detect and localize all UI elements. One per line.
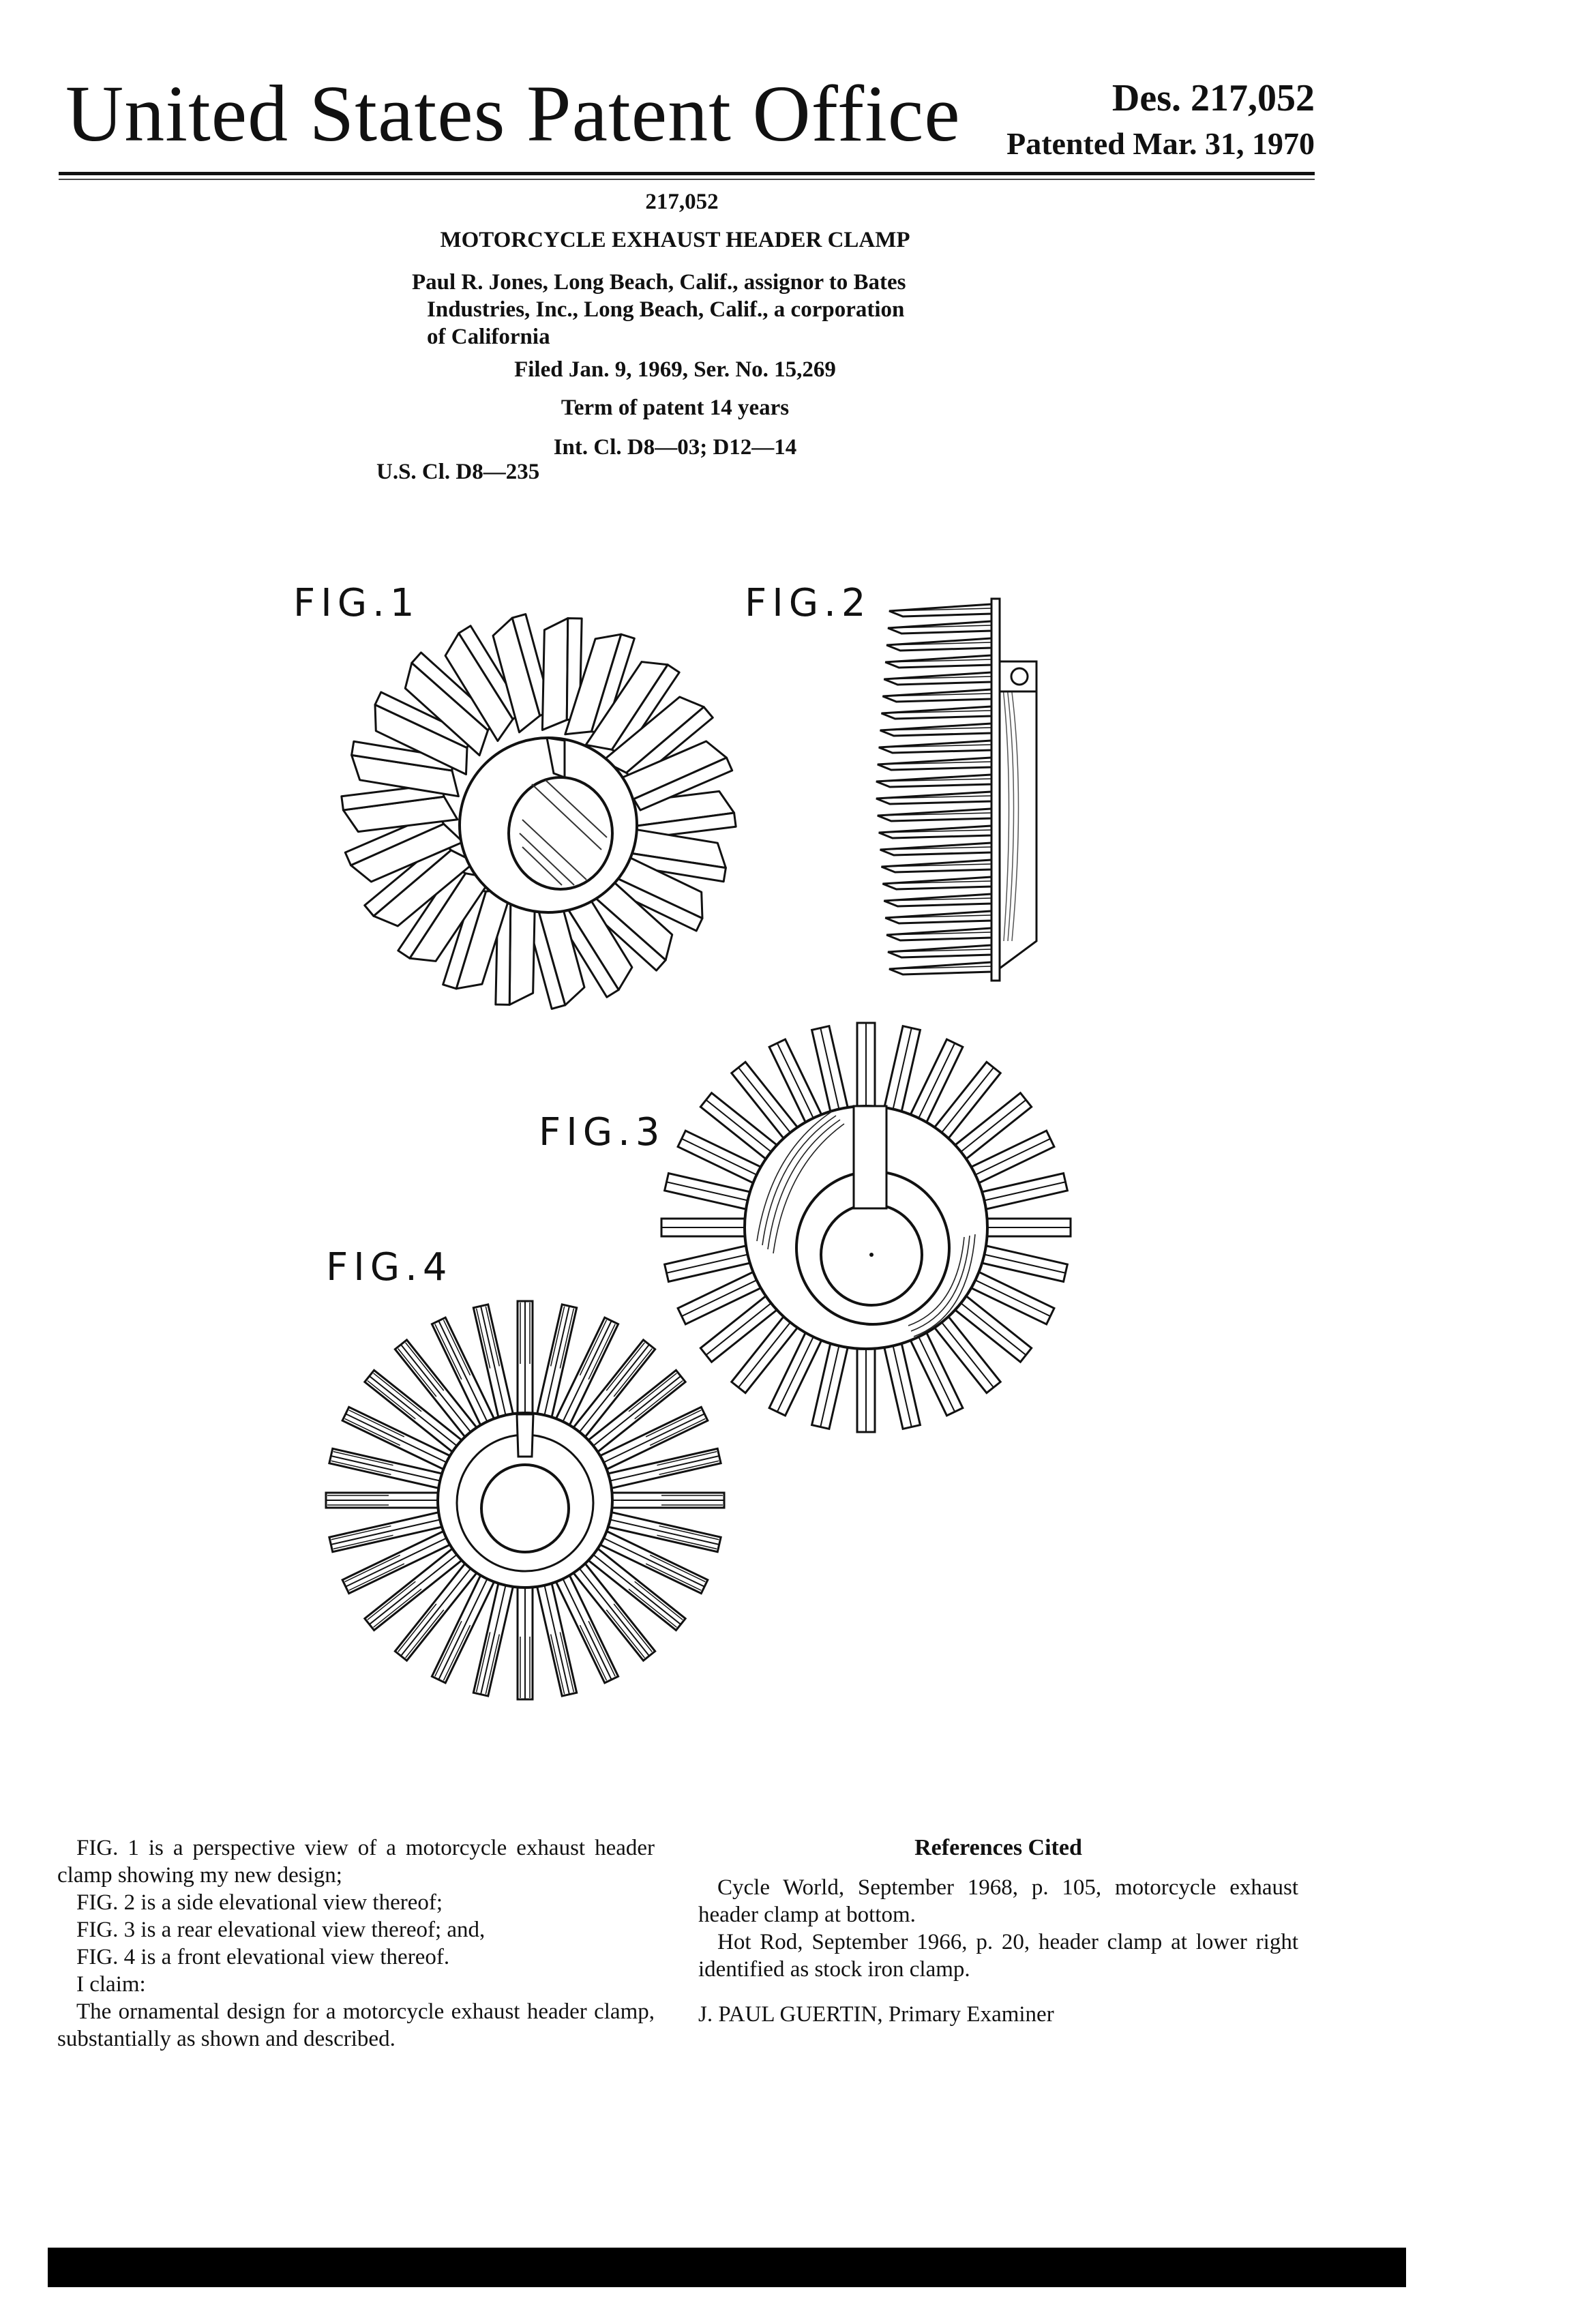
fig3-split-slot xyxy=(854,1106,886,1208)
patented-date: Patented Mar. 31, 1970 xyxy=(1006,126,1315,161)
fig2-body xyxy=(991,599,1000,981)
fig2-fin xyxy=(880,724,991,736)
reference-2: Hot Rod, September 1966, p. 20, header clamp at lower right identified as stock iron clamp. xyxy=(698,1930,1298,1982)
fig2-label: FIG.2 xyxy=(745,581,871,625)
patent-number: 217,052 xyxy=(645,190,719,214)
filing-info: Filed Jan. 9, 1969, Ser. No. 15,269 xyxy=(514,357,836,382)
fig4-split-slot xyxy=(517,1414,533,1457)
fig2-fin xyxy=(884,672,991,685)
inventor-line-3: of California xyxy=(427,325,550,349)
patent-term: Term of patent 14 years xyxy=(561,396,790,420)
fig3-label: FIG.3 xyxy=(539,1110,666,1154)
fig4-drawing xyxy=(320,1296,730,1705)
fig4-bore xyxy=(481,1465,569,1552)
desc-fig3: FIG. 3 is a rear elevational view thereof; and, xyxy=(76,1918,486,1942)
fig2-fin xyxy=(888,621,991,634)
primary-examiner: J. PAUL GUERTIN, Primary Examiner xyxy=(698,2002,1054,2027)
fig2-drawing xyxy=(832,586,1064,996)
fig2-fin xyxy=(878,758,991,770)
fig2-fin xyxy=(885,911,991,923)
fig2-fin xyxy=(879,826,991,838)
fig2-fin xyxy=(882,877,991,889)
bottom-bar xyxy=(48,2248,1406,2287)
us-class: U.S. Cl. D8—235 xyxy=(376,460,540,484)
references-column xyxy=(698,1834,1298,2028)
fig2-lug-hole xyxy=(1011,668,1028,685)
fig2-fin xyxy=(882,706,991,719)
description-column xyxy=(57,1834,655,2053)
fig2-fin xyxy=(886,638,991,651)
fig2-fin xyxy=(884,894,991,906)
fig2-fin xyxy=(889,962,991,974)
fig1-drawing xyxy=(307,580,743,1016)
fig2-fin xyxy=(878,809,991,821)
patent-title: MOTORCYCLE EXHAUST HEADER CLAMP xyxy=(440,228,910,252)
office-title: United States Patent Office xyxy=(65,69,961,158)
desc-fig1: FIG. 1 is a perspective view of a motorcycle exhaust header clamp showing my new design; xyxy=(57,1836,655,1888)
fig2-fin xyxy=(885,655,991,668)
inventor-block xyxy=(412,269,971,351)
claim-text: The ornamental design for a motorcycle exhaust header clamp, substantially as shown and described. xyxy=(57,1999,655,2051)
fig2-fin xyxy=(888,945,991,957)
inventor-line-2: Industries, Inc., Long Beach, Calif., a corporation xyxy=(427,297,905,322)
fig2-fin xyxy=(886,928,991,940)
fig1-label: FIG.1 xyxy=(293,581,420,625)
fig4-label: FIG.4 xyxy=(326,1245,453,1290)
fig2-fin xyxy=(882,689,991,702)
header-subrule xyxy=(59,179,1315,180)
fig2-fin xyxy=(876,792,991,804)
fig2-fin xyxy=(882,860,991,872)
inventor-line-1: Paul R. Jones, Long Beach, Calif., assignor to Bates xyxy=(412,270,906,295)
fig2-fin xyxy=(889,604,991,616)
reference-1: Cycle World, September 1968, p. 105, motorcycle exhaust header clamp at bottom. xyxy=(698,1875,1298,1927)
desc-fig2: FIG. 2 is a side elevational view thereof; xyxy=(76,1890,443,1915)
fig2-fin xyxy=(876,775,991,787)
references-heading: References Cited xyxy=(914,1835,1082,1860)
claim-intro: I claim: xyxy=(76,1972,146,1997)
international-class: Int. Cl. D8—03; D12—14 xyxy=(553,435,797,460)
desc-fig4: FIG. 4 is a front elevational view thereof. xyxy=(76,1945,450,1969)
fig2-fin xyxy=(879,741,991,753)
header-rule xyxy=(59,172,1315,175)
design-number: Des. 217,052 xyxy=(1111,77,1315,119)
fig2-fin xyxy=(880,843,991,855)
